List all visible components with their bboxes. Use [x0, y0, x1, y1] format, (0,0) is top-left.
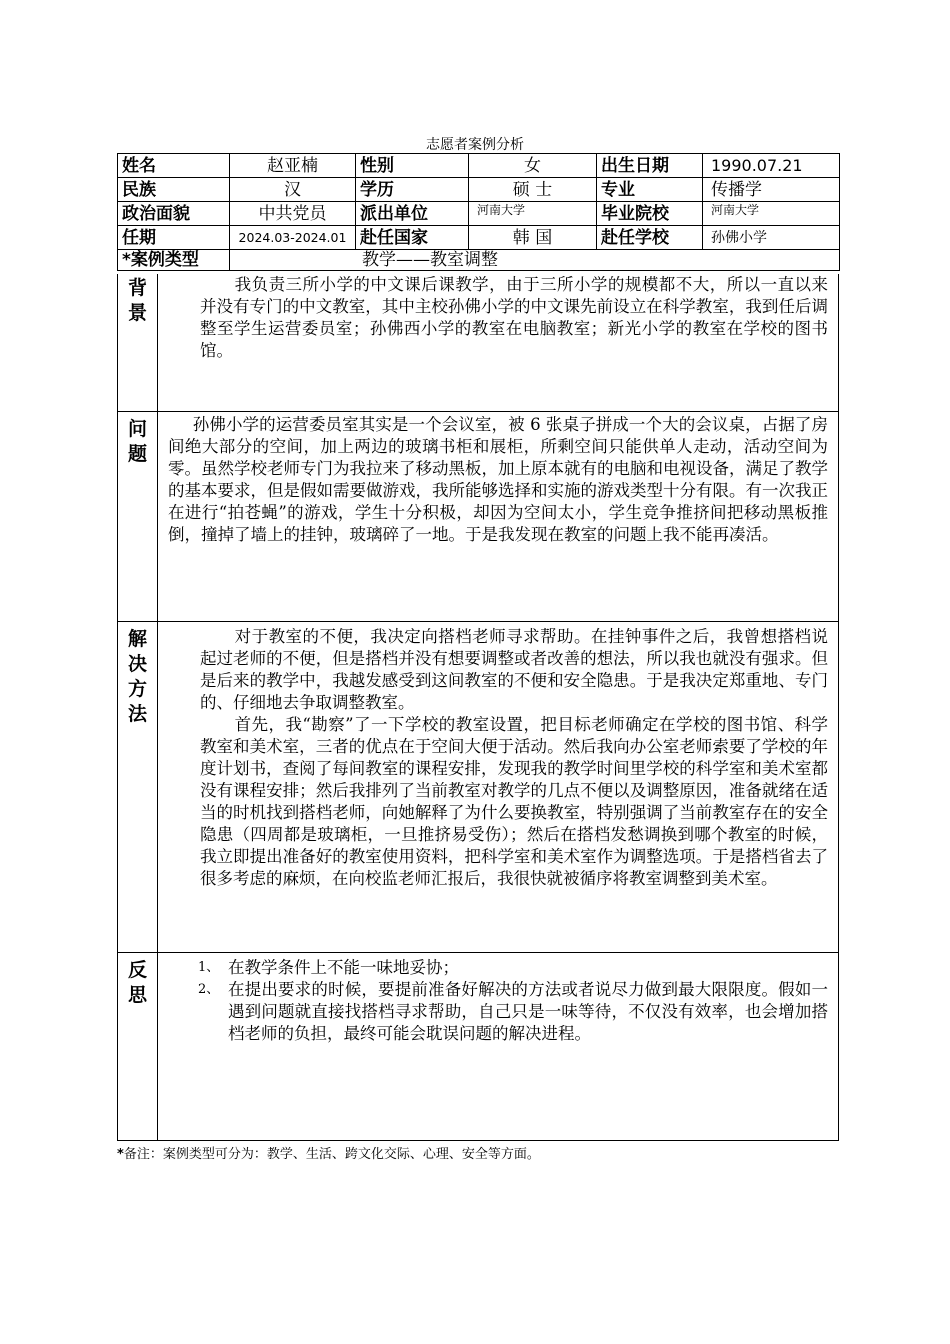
info-row-name	[118, 154, 840, 178]
gender-label: 性别	[356, 154, 469, 178]
reflection-body	[158, 953, 838, 1140]
country-label: 赴任国家	[356, 226, 469, 250]
political-label: 政治面貌	[118, 202, 230, 226]
footnote-text: 备注：案例类型可分为：教学、生活、跨文化交际、心理、安全等方面。	[123, 1147, 540, 1162]
info-row-case-type	[118, 250, 840, 271]
reflection-section	[117, 953, 839, 1141]
political-value: 中共党员	[230, 202, 356, 226]
birth-label: 出生日期	[597, 154, 703, 178]
reflection-item-number: 1、	[198, 960, 220, 975]
ethnic-value: 汉	[230, 178, 356, 202]
ethnic-label: 民族	[118, 178, 230, 202]
school-label: 毕业院校	[597, 202, 703, 226]
solution-heading: 解 决 方 法	[118, 622, 158, 952]
background-paragraph: 我负责三所小学的中文课后课教学，由于三所小学的规模都不大，所以一直以来并没有专门的中文教室，其中主校孙佛小学的中文课先前设立在科学教室，我到任后调整至学生运营委员室；孙佛西小学的教室在电脑教室；新光小学的教室在学校的图书馆。	[200, 275, 828, 360]
info-row-political	[118, 202, 840, 226]
problem-section	[117, 412, 839, 622]
term-label: 任期	[118, 226, 230, 250]
info-row-ethnic	[118, 178, 840, 202]
edu-value: 硕 士	[469, 178, 597, 202]
problem-paragraph: 孙佛小学的运营委员室其实是一个会议室，被 6 张桌子拼成一个大的会议桌，占据了房间绝大部分的空间，加上两边的玻璃书柜和展柜，所剩空间只能供单人走动，活动空间为零。虽然学校老师专门为我拉来了移动黑板，加上原本就有的电脑和电视设备，满足了教学的基本要求，但是假如需要做游戏，我所能够选择和实施的游戏类型十分有限。有一次我正在进行“拍苍蝇”的游戏，学生十分积极，却因为空间太小，学生竞争推挤间把移动黑板推倒，撞掉了墙上的挂钟，玻璃碎了一地。于是我发现在教室的问题上我不能再凑活。	[168, 415, 828, 544]
solution-section	[117, 622, 839, 953]
edu-label: 学历	[356, 178, 469, 202]
solution-paragraph: 对于教室的不便，我决定向搭档老师寻求帮助。在挂钟事件之后，我曾想搭档说起过老师的不便，但是搭档并没有想要调整或者改善的想法，所以我也就没有强求。但是后来的教学中，我越发感受到这间教室的不便和安全隐患。于是我决定郑重地、专门的、仔细地去争取调整教室。	[200, 627, 828, 712]
reflection-item-number: 2、	[198, 982, 220, 997]
reflection-item-text: 在教学条件上不能一味地妥协；	[228, 958, 459, 977]
reflection-list	[198, 957, 828, 1045]
solution-body	[158, 622, 838, 952]
reflection-item-text: 在提出要求的时候，要提前准备好解决的方法或者说尽力做到最大限限度。假如一遇到问题就直接找搭档寻求帮助，自己只是一味等待，不仅没有效率，也会增加搭档老师的负担，最终可能会耽误问题的解决进程。	[228, 980, 828, 1043]
footnote-star: *	[117, 1147, 124, 1162]
document-title: 志愿者案例分析	[426, 137, 524, 153]
name-label: 姓名	[118, 154, 230, 178]
post-school-value: 孙佛小学	[703, 226, 840, 250]
post-school-label: 赴任学校	[597, 226, 703, 250]
problem-body	[158, 412, 838, 621]
reflection-heading: 反 思	[118, 953, 158, 1140]
footnote	[117, 1147, 540, 1163]
reflection-item	[198, 957, 828, 979]
background-heading: 背 景	[118, 274, 158, 411]
school-value: 河南大学	[703, 202, 840, 226]
name-value: 赵亚楠	[230, 154, 356, 178]
solution-paragraph: 首先，我“勘察”了一下学校的教室设置，把目标老师确定在学校的图书馆、科学教室和美术室，三者的优点在于空间大便于活动。然后我向办公室老师索要了学校的年度计划书，查阅了每间教室的课程安排，发现我的教学时间里学校的科学室和美术室都没有课程安排；然后我排列了当前教室对教学的几点不便以及调整原因，准备就绪在适当的时机找到搭档老师，向她解释了为什么要换教室，特别强调了当前教室存在的安全隐患（四周都是玻璃柜，一旦推挤易受伤）；然后在搭档发愁调换到哪个教室的时候，我立即提出准备好的教室使用资料，把科学室和美术室作为调整选项。于是搭档省去了很多考虑的麻烦，在向校监老师汇报后，我很快就被循序将教室调整到美术室。	[200, 715, 828, 888]
sender-value: 河南大学	[469, 202, 597, 226]
case-type-value: 教学——教室调整	[230, 250, 840, 271]
case-type-label: *案例类型	[118, 250, 230, 271]
major-label: 专业	[597, 178, 703, 202]
info-table	[117, 153, 840, 271]
background-section	[117, 274, 839, 412]
reflection-item	[198, 979, 828, 1045]
term-value: 2024.03-2024.01	[230, 226, 356, 250]
major-value: 传播学	[703, 178, 840, 202]
gender-value: 女	[469, 154, 597, 178]
country-value: 韩 国	[469, 226, 597, 250]
sender-label: 派出单位	[356, 202, 469, 226]
background-body	[158, 274, 838, 411]
problem-heading: 问 题	[118, 412, 158, 621]
birth-value: 1990.07.21	[703, 154, 840, 178]
info-row-term	[118, 226, 840, 250]
